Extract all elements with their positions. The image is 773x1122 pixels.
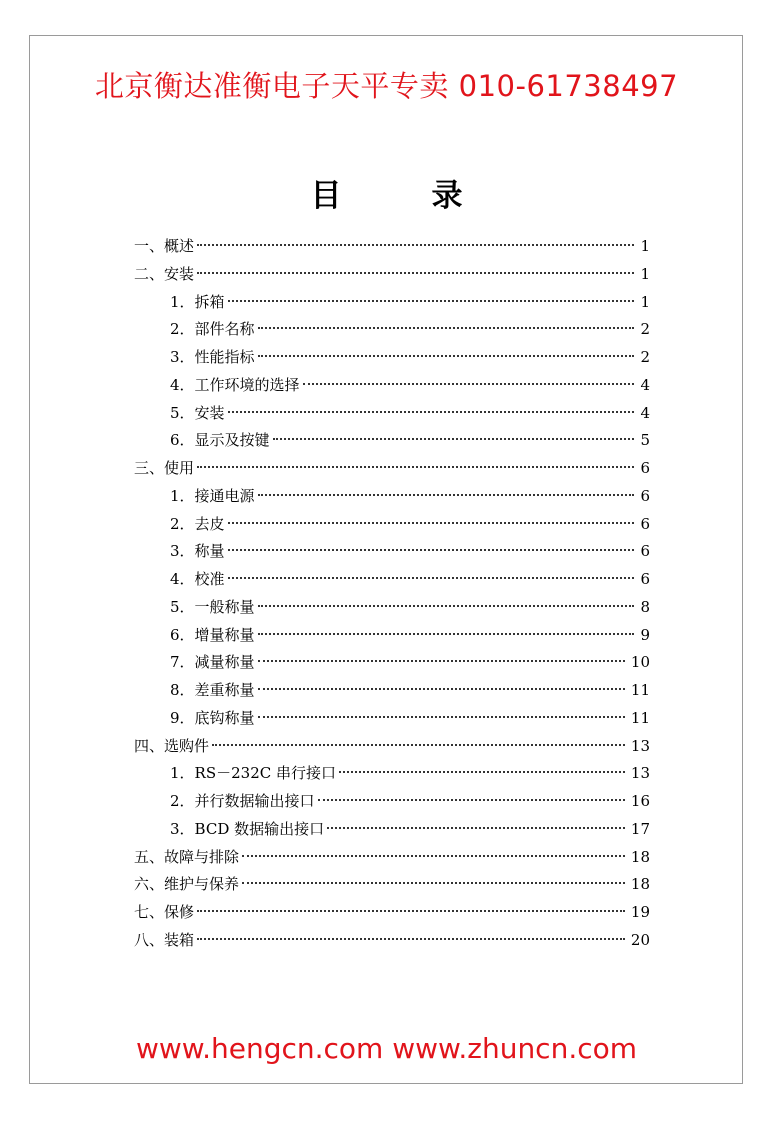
toc-entry[interactable]	[134, 677, 650, 705]
toc-entry-page-number: 4	[640, 403, 650, 422]
toc-dot-leader	[242, 882, 625, 884]
toc-entry-page-number: 6	[640, 542, 650, 561]
toc-dot-leader	[327, 827, 625, 829]
toc-entry-page-number: 11	[630, 681, 650, 699]
toc-entry-label: 2．并行数据输出接口	[170, 792, 315, 810]
toc-entry-label: 9．底钩称量	[170, 708, 255, 727]
toc-entry[interactable]	[134, 372, 650, 400]
toc-entry[interactable]	[134, 455, 650, 483]
toc-entry-label: 7．减量称量	[170, 653, 255, 672]
toc-dot-leader	[228, 522, 634, 524]
toc-entry-label: 1．拆箱	[170, 292, 225, 311]
toc-dot-leader	[258, 633, 634, 635]
toc-dot-leader	[258, 688, 625, 690]
toc-entry-page-number: 13	[630, 736, 650, 755]
toc-entry-page-number: 8	[640, 597, 650, 616]
toc-entry[interactable]	[134, 816, 650, 844]
toc-entry-label: 一、概述	[134, 237, 195, 255]
toc-entry-label: 2．去皮	[170, 514, 225, 533]
toc-dot-leader	[258, 327, 634, 329]
toc-entry[interactable]	[134, 511, 650, 539]
toc-entry-page-number: 18	[630, 847, 650, 866]
toc-entry-page-number: 6	[640, 514, 650, 533]
toc-dot-leader	[258, 660, 625, 662]
toc-entry[interactable]	[134, 483, 650, 511]
toc-title-char-1: 目	[310, 178, 342, 214]
toc-entry-label: 四、选购件	[134, 736, 210, 755]
toc-entry-label: 三、使用	[134, 459, 195, 477]
header-banner: 北京衡达准衡电子天平专卖 010-61738497	[94, 69, 679, 103]
toc-entry-label: 二、安装	[134, 264, 195, 283]
toc-entry-label: 八、装箱	[134, 930, 195, 949]
toc-entry-page-number: 19	[630, 903, 650, 921]
toc-dot-leader	[318, 799, 625, 801]
toc-entry[interactable]	[134, 261, 650, 289]
toc-entry-page-number: 2	[640, 348, 650, 366]
toc-title-char-2: 录	[431, 178, 463, 214]
toc-entry-page-number: 9	[640, 625, 650, 644]
toc-entry[interactable]	[134, 844, 650, 872]
toc-entry[interactable]	[134, 899, 650, 927]
toc-entry[interactable]	[134, 788, 650, 816]
toc-dot-leader	[197, 910, 625, 912]
toc-entry-page-number: 13	[630, 764, 650, 783]
toc-entry-label: 5．安装	[170, 403, 225, 422]
toc-dot-leader	[273, 438, 634, 440]
toc-entry[interactable]	[134, 649, 650, 677]
toc-entry[interactable]	[134, 400, 650, 428]
toc-entry-page-number: 16	[630, 792, 650, 810]
toc-entry-label: 七、保修	[134, 903, 195, 921]
toc-entry-page-number: 6	[640, 570, 650, 588]
toc-dot-leader	[197, 938, 625, 940]
toc-dot-leader	[197, 272, 634, 274]
toc-dot-leader	[339, 771, 625, 773]
toc-dot-leader	[212, 744, 625, 746]
toc-dot-leader	[258, 605, 634, 607]
toc-entry[interactable]	[134, 760, 650, 788]
toc-entry-label: 3．性能指标	[170, 348, 255, 366]
toc-entry-page-number: 10	[630, 653, 650, 672]
toc-entry-label: 5．一般称量	[170, 597, 255, 616]
toc-entry-page-number: 6	[640, 486, 650, 505]
toc-entry-label: 4．工作环境的选择	[170, 375, 300, 394]
toc-entry[interactable]	[134, 316, 650, 344]
toc-entry-label: 3．BCD 数据输出接口	[170, 819, 325, 838]
toc-dot-leader	[228, 411, 634, 413]
toc-entry-label: 8．差重称量	[170, 681, 255, 699]
toc-entry-label: 3．称量	[170, 542, 225, 561]
toc-entry[interactable]	[134, 927, 650, 955]
toc-title	[0, 170, 773, 215]
footer-banner: www.hengcn.com www.zhuncn.com	[135, 1032, 638, 1065]
toc-entry[interactable]	[134, 344, 650, 372]
toc-entry-page-number: 1	[640, 292, 650, 311]
toc-dot-leader	[197, 466, 634, 468]
toc-entry[interactable]	[134, 427, 650, 455]
toc-entry[interactable]	[134, 705, 650, 733]
toc-dot-leader	[303, 383, 634, 385]
toc-entry-page-number: 11	[630, 708, 650, 727]
toc-entry-page-number: 1	[640, 237, 650, 255]
toc-dot-leader	[258, 716, 625, 718]
toc-entry-label: 1．RS－232C 串行接口	[170, 764, 336, 783]
toc-entry-page-number: 2	[640, 320, 650, 339]
toc-entry-page-number: 20	[630, 930, 650, 949]
toc-dot-leader	[228, 300, 634, 302]
toc-entry-label: 6．显示及按键	[170, 431, 270, 450]
toc-entry-page-number: 18	[630, 875, 650, 894]
toc-entry-label: 1．接通电源	[170, 486, 255, 505]
toc-entry[interactable]	[134, 566, 650, 594]
table-of-contents	[134, 233, 650, 955]
toc-entry[interactable]	[134, 622, 650, 650]
toc-entry[interactable]	[134, 538, 650, 566]
toc-entry[interactable]	[134, 233, 650, 261]
toc-entry-page-number: 4	[640, 375, 650, 394]
toc-entry-page-number: 6	[640, 459, 650, 477]
toc-entry-label: 2．部件名称	[170, 320, 255, 339]
toc-dot-leader	[242, 855, 625, 857]
toc-entry[interactable]	[134, 733, 650, 761]
toc-entry[interactable]	[134, 594, 650, 622]
toc-entry-page-number: 17	[630, 819, 650, 838]
toc-dot-leader	[258, 494, 634, 496]
toc-dot-leader	[228, 549, 634, 551]
toc-entry-page-number: 5	[640, 431, 650, 450]
toc-dot-leader	[228, 577, 634, 579]
toc-entry-label: 六、维护与保养	[134, 875, 240, 894]
toc-dot-leader	[197, 244, 634, 246]
toc-entry-page-number: 1	[640, 264, 650, 283]
toc-entry-label: 6．增量称量	[170, 625, 255, 644]
toc-dot-leader	[258, 355, 634, 357]
toc-entry[interactable]	[134, 289, 650, 317]
toc-entry-label: 五、故障与排除	[134, 847, 240, 866]
toc-entry[interactable]	[134, 871, 650, 899]
toc-entry-label: 4．校准	[170, 570, 225, 588]
